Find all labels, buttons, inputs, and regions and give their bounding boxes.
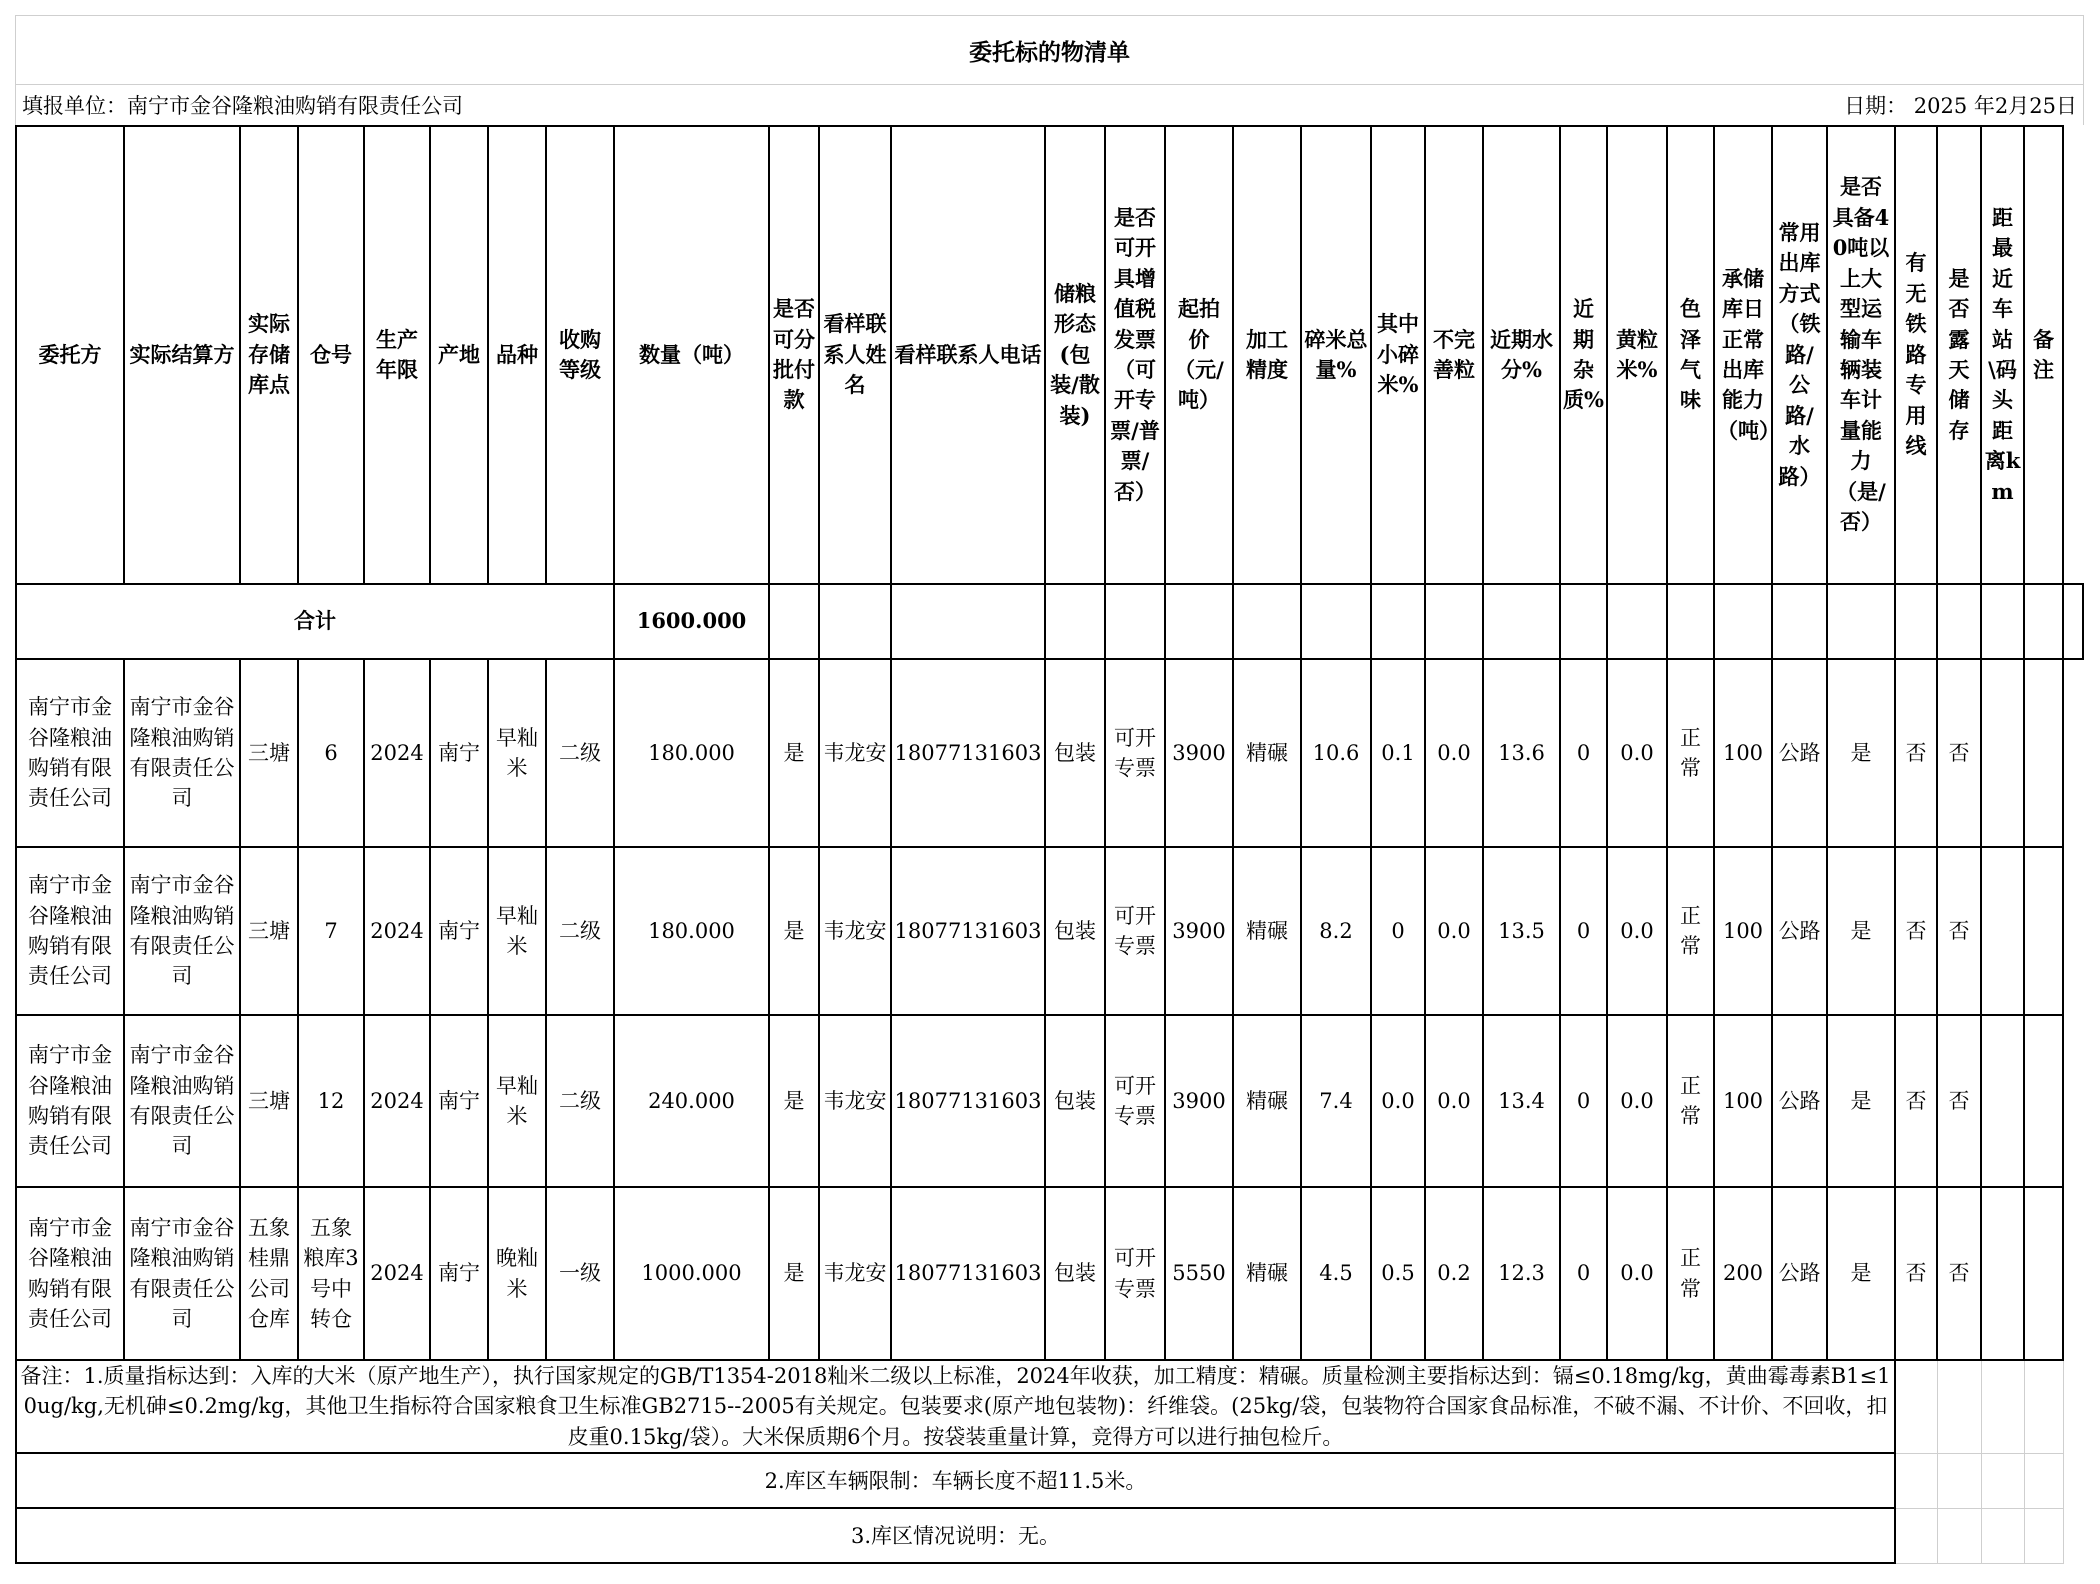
table-cell: 2024 bbox=[364, 847, 430, 1015]
column-header: 色泽气味 bbox=[1667, 126, 1714, 584]
table-cell: 3900 bbox=[1165, 1015, 1233, 1187]
table-cell: 0.0 bbox=[1371, 1015, 1425, 1187]
table-cell: 180.000 bbox=[614, 847, 769, 1015]
table-cell bbox=[1981, 659, 2024, 847]
column-header: 备注 bbox=[2024, 126, 2063, 584]
table-cell: 3900 bbox=[1165, 847, 1233, 1015]
header-row bbox=[16, 126, 2083, 584]
table-cell: 0 bbox=[1560, 1015, 1607, 1187]
column-header: 起拍价（元/吨） bbox=[1165, 126, 1233, 584]
table-cell: 0.2 bbox=[1425, 1187, 1483, 1360]
table-cell: 是 bbox=[769, 659, 819, 847]
table-row bbox=[16, 1015, 2083, 1187]
table-cell: 正常 bbox=[1667, 659, 1714, 847]
table-cell: 包装 bbox=[1045, 1187, 1105, 1360]
table-cell: 12 bbox=[298, 1015, 364, 1187]
table-cell: 南宁市金谷隆粮油购销有限责任公司 bbox=[124, 1015, 240, 1187]
table-cell: 是 bbox=[769, 847, 819, 1015]
column-header: 看样联系人姓名 bbox=[819, 126, 891, 584]
table-cell bbox=[2024, 1187, 2063, 1360]
table-cell: 南宁 bbox=[430, 659, 488, 847]
table-cell: 100 bbox=[1714, 1015, 1772, 1187]
column-header: 黄粒米% bbox=[1607, 126, 1667, 584]
table-cell: 韦龙安 bbox=[819, 1015, 891, 1187]
table-cell: 7 bbox=[298, 847, 364, 1015]
table-cell: 是 bbox=[769, 1187, 819, 1360]
table-cell: 南宁市金谷隆粮油购销有限责任公司 bbox=[16, 1015, 124, 1187]
column-header: 实际存储库点 bbox=[240, 126, 298, 584]
table-cell: 南宁市金谷隆粮油购销有限责任公司 bbox=[16, 659, 124, 847]
table-cell: 否 bbox=[1895, 1015, 1937, 1187]
column-header: 看样联系人电话 bbox=[891, 126, 1045, 584]
report-date bbox=[1844, 90, 2077, 120]
data-rows bbox=[16, 659, 2083, 1360]
table-cell: 13.4 bbox=[1483, 1015, 1560, 1187]
table-cell: 7.4 bbox=[1301, 1015, 1371, 1187]
table-cell: 三塘 bbox=[240, 1015, 298, 1187]
table-cell: 公路 bbox=[1772, 659, 1827, 847]
column-header: 距最近车站\码头距离km bbox=[1981, 126, 2024, 584]
table-cell: 0.0 bbox=[1607, 659, 1667, 847]
column-header: 近期杂质% bbox=[1560, 126, 1607, 584]
table-cell: 二级 bbox=[546, 659, 614, 847]
sheet bbox=[15, 15, 2084, 1564]
table-cell: 5550 bbox=[1165, 1187, 1233, 1360]
table-cell: 精碾 bbox=[1233, 847, 1301, 1015]
table-cell: 精碾 bbox=[1233, 659, 1301, 847]
table-cell: 南宁 bbox=[430, 1187, 488, 1360]
table-cell bbox=[2024, 1015, 2063, 1187]
column-header: 生产年限 bbox=[364, 126, 430, 584]
column-header: 是否露天储存 bbox=[1937, 126, 1981, 584]
table-cell: 包装 bbox=[1045, 847, 1105, 1015]
fill-unit: 填报单位：南宁市金谷隆粮油购销有限责任公司 bbox=[22, 94, 463, 118]
table-cell: 0.0 bbox=[1607, 1187, 1667, 1360]
table-cell: 2024 bbox=[364, 659, 430, 847]
table-cell: 0.0 bbox=[1425, 1015, 1483, 1187]
note-3: 3.库区情况说明：无。 bbox=[16, 1508, 1895, 1563]
column-header: 是否可开具增值税发票（可开专票/普票/否） bbox=[1105, 126, 1165, 584]
table-cell: 是 bbox=[769, 1015, 819, 1187]
column-header: 储粮形态(包装/散装) bbox=[1045, 126, 1105, 584]
table-cell: 早籼米 bbox=[488, 659, 546, 847]
table-cell bbox=[1981, 1015, 2024, 1187]
column-header: 加工精度 bbox=[1233, 126, 1301, 584]
table-cell: 正常 bbox=[1667, 1187, 1714, 1360]
column-header: 其中小碎米% bbox=[1371, 126, 1425, 584]
column-header: 收购等级 bbox=[546, 126, 614, 584]
column-header: 承储库日正常出库能力（吨） bbox=[1714, 126, 1772, 584]
date-value: 2025 年2月25日 bbox=[1913, 94, 2077, 118]
sheet-title: 委托标的物清单 bbox=[15, 15, 2084, 84]
table-cell: 1000.000 bbox=[614, 1187, 769, 1360]
table-cell: 18077131603 bbox=[891, 847, 1045, 1015]
table-cell: 可开专票 bbox=[1105, 1187, 1165, 1360]
table-cell: 晚籼米 bbox=[488, 1187, 546, 1360]
table-cell: 二级 bbox=[546, 847, 614, 1015]
column-header: 碎米总量% bbox=[1301, 126, 1371, 584]
table-cell: 0.0 bbox=[1607, 847, 1667, 1015]
table-cell: 18077131603 bbox=[891, 659, 1045, 847]
column-header: 品种 bbox=[488, 126, 546, 584]
column-header: 实际结算方 bbox=[124, 126, 240, 584]
table-cell: 240.000 bbox=[614, 1015, 769, 1187]
table-cell: 三塘 bbox=[240, 659, 298, 847]
total-quantity: 1600.000 bbox=[614, 584, 769, 659]
total-row bbox=[16, 584, 2083, 659]
column-header: 不完善粒 bbox=[1425, 126, 1483, 584]
table-row bbox=[16, 847, 2083, 1015]
table-cell: 南宁市金谷隆粮油购销有限责任公司 bbox=[124, 1187, 240, 1360]
table-cell: 是 bbox=[1827, 847, 1895, 1015]
table-cell: 精碾 bbox=[1233, 1187, 1301, 1360]
table-cell: 南宁市金谷隆粮油购销有限责任公司 bbox=[16, 1187, 124, 1360]
table-cell: 包装 bbox=[1045, 659, 1105, 847]
note-1: 备注：1.质量指标达到：入库的大米（原产地生产），执行国家规定的GB/T1354-2018籼米二级以上标准，2024年收获，加工精度：精碾。质量检测主要指标达到：镉≤0.18mg/kg，黄曲霉毒素B1≤10ug/kg,无机砷≤0.2mg/kg，其他卫生指标符合国家粮食卫生标准GB2715--2005有关规定。包装要求(原产地包装物)：纤维袋。(25kg/袋，包装物符合国家食品标准，不破不漏、不计价、不回收，扣皮重0.15kg/袋）。大米保质期6个月。按袋装重量计算，竞得方可以进行抽包检斤。 bbox=[16, 1360, 1895, 1453]
table-cell bbox=[1981, 847, 2024, 1015]
table-cell: 否 bbox=[1937, 1187, 1981, 1360]
info-bar bbox=[15, 84, 2084, 125]
table-cell: 是 bbox=[1827, 1015, 1895, 1187]
table-cell: 6 bbox=[298, 659, 364, 847]
total-label: 合计 bbox=[16, 584, 614, 659]
column-header: 常用出库方式（铁路/公路/水路） bbox=[1772, 126, 1827, 584]
table-cell: 0.1 bbox=[1371, 659, 1425, 847]
table-cell: 早籼米 bbox=[488, 1015, 546, 1187]
table-cell: 韦龙安 bbox=[819, 847, 891, 1015]
table-cell: 正常 bbox=[1667, 1015, 1714, 1187]
column-header: 有无铁路专用线 bbox=[1895, 126, 1937, 584]
table-cell: 2024 bbox=[364, 1187, 430, 1360]
table-cell: 韦龙安 bbox=[819, 1187, 891, 1360]
table-cell: 18077131603 bbox=[891, 1187, 1045, 1360]
table-cell: 正常 bbox=[1667, 847, 1714, 1015]
table-cell: 0.0 bbox=[1425, 659, 1483, 847]
table-cell: 180.000 bbox=[614, 659, 769, 847]
table-cell: 100 bbox=[1714, 659, 1772, 847]
column-header: 是否可分批付款 bbox=[769, 126, 819, 584]
table-cell: 公路 bbox=[1772, 1187, 1827, 1360]
table-cell: 公路 bbox=[1772, 847, 1827, 1015]
table-cell: 0 bbox=[1371, 847, 1425, 1015]
table-cell: 是 bbox=[1827, 1187, 1895, 1360]
table-cell: 是 bbox=[1827, 659, 1895, 847]
table-cell: 南宁 bbox=[430, 847, 488, 1015]
table-cell: 韦龙安 bbox=[819, 659, 891, 847]
table-cell: 一级 bbox=[546, 1187, 614, 1360]
table-cell: 13.5 bbox=[1483, 847, 1560, 1015]
date-label: 日期： bbox=[1844, 94, 1908, 118]
column-header: 委托方 bbox=[16, 126, 124, 584]
table-cell bbox=[1981, 1187, 2024, 1360]
table-cell: 2024 bbox=[364, 1015, 430, 1187]
table-cell: 包装 bbox=[1045, 1015, 1105, 1187]
table-cell: 12.3 bbox=[1483, 1187, 1560, 1360]
table-cell: 否 bbox=[1895, 847, 1937, 1015]
column-header: 数量（吨） bbox=[614, 126, 769, 584]
table-cell: 4.5 bbox=[1301, 1187, 1371, 1360]
table-cell: 可开专票 bbox=[1105, 659, 1165, 847]
table-cell: 13.6 bbox=[1483, 659, 1560, 847]
note-2: 2.库区车辆限制：车辆长度不超11.5米。 bbox=[16, 1453, 1895, 1508]
table-cell: 南宁市金谷隆粮油购销有限责任公司 bbox=[124, 847, 240, 1015]
table-cell: 18077131603 bbox=[891, 1015, 1045, 1187]
table-cell: 100 bbox=[1714, 847, 1772, 1015]
table-cell: 0.5 bbox=[1371, 1187, 1425, 1360]
table-cell: 可开专票 bbox=[1105, 1015, 1165, 1187]
table-cell: 五象粮库3号中转仓 bbox=[298, 1187, 364, 1360]
table-cell: 否 bbox=[1937, 659, 1981, 847]
table-cell: 否 bbox=[1895, 659, 1937, 847]
table-cell: 0 bbox=[1560, 1187, 1607, 1360]
table-cell: 否 bbox=[1895, 1187, 1937, 1360]
table-cell: 0.0 bbox=[1425, 847, 1483, 1015]
table-cell: 公路 bbox=[1772, 1015, 1827, 1187]
table-cell: 早籼米 bbox=[488, 847, 546, 1015]
table-cell: 否 bbox=[1937, 1015, 1981, 1187]
table-cell: 二级 bbox=[546, 1015, 614, 1187]
table-row bbox=[16, 1187, 2083, 1360]
main-table bbox=[15, 125, 2084, 1564]
table-cell: 可开专票 bbox=[1105, 847, 1165, 1015]
table-cell: 否 bbox=[1937, 847, 1981, 1015]
table-cell: 10.6 bbox=[1301, 659, 1371, 847]
table-cell: 南宁市金谷隆粮油购销有限责任公司 bbox=[124, 659, 240, 847]
table-cell: 0 bbox=[1560, 847, 1607, 1015]
table-cell: 五象桂鼎公司仓库 bbox=[240, 1187, 298, 1360]
table-cell bbox=[2024, 847, 2063, 1015]
column-header: 是否具备40吨以上大型运输车辆装车计量能力（是/否） bbox=[1827, 126, 1895, 584]
table-cell: 0 bbox=[1560, 659, 1607, 847]
table-cell: 三塘 bbox=[240, 847, 298, 1015]
column-header: 仓号 bbox=[298, 126, 364, 584]
table-cell bbox=[2024, 659, 2063, 847]
column-header: 产地 bbox=[430, 126, 488, 584]
table-row bbox=[16, 659, 2083, 847]
table-cell: 8.2 bbox=[1301, 847, 1371, 1015]
table-cell: 200 bbox=[1714, 1187, 1772, 1360]
table-cell: 0.0 bbox=[1607, 1015, 1667, 1187]
table-cell: 3900 bbox=[1165, 659, 1233, 847]
table-cell: 南宁 bbox=[430, 1015, 488, 1187]
notes bbox=[16, 1360, 2083, 1563]
table-cell: 精碾 bbox=[1233, 1015, 1301, 1187]
table-cell: 南宁市金谷隆粮油购销有限责任公司 bbox=[16, 847, 124, 1015]
column-header: 近期水分% bbox=[1483, 126, 1560, 584]
